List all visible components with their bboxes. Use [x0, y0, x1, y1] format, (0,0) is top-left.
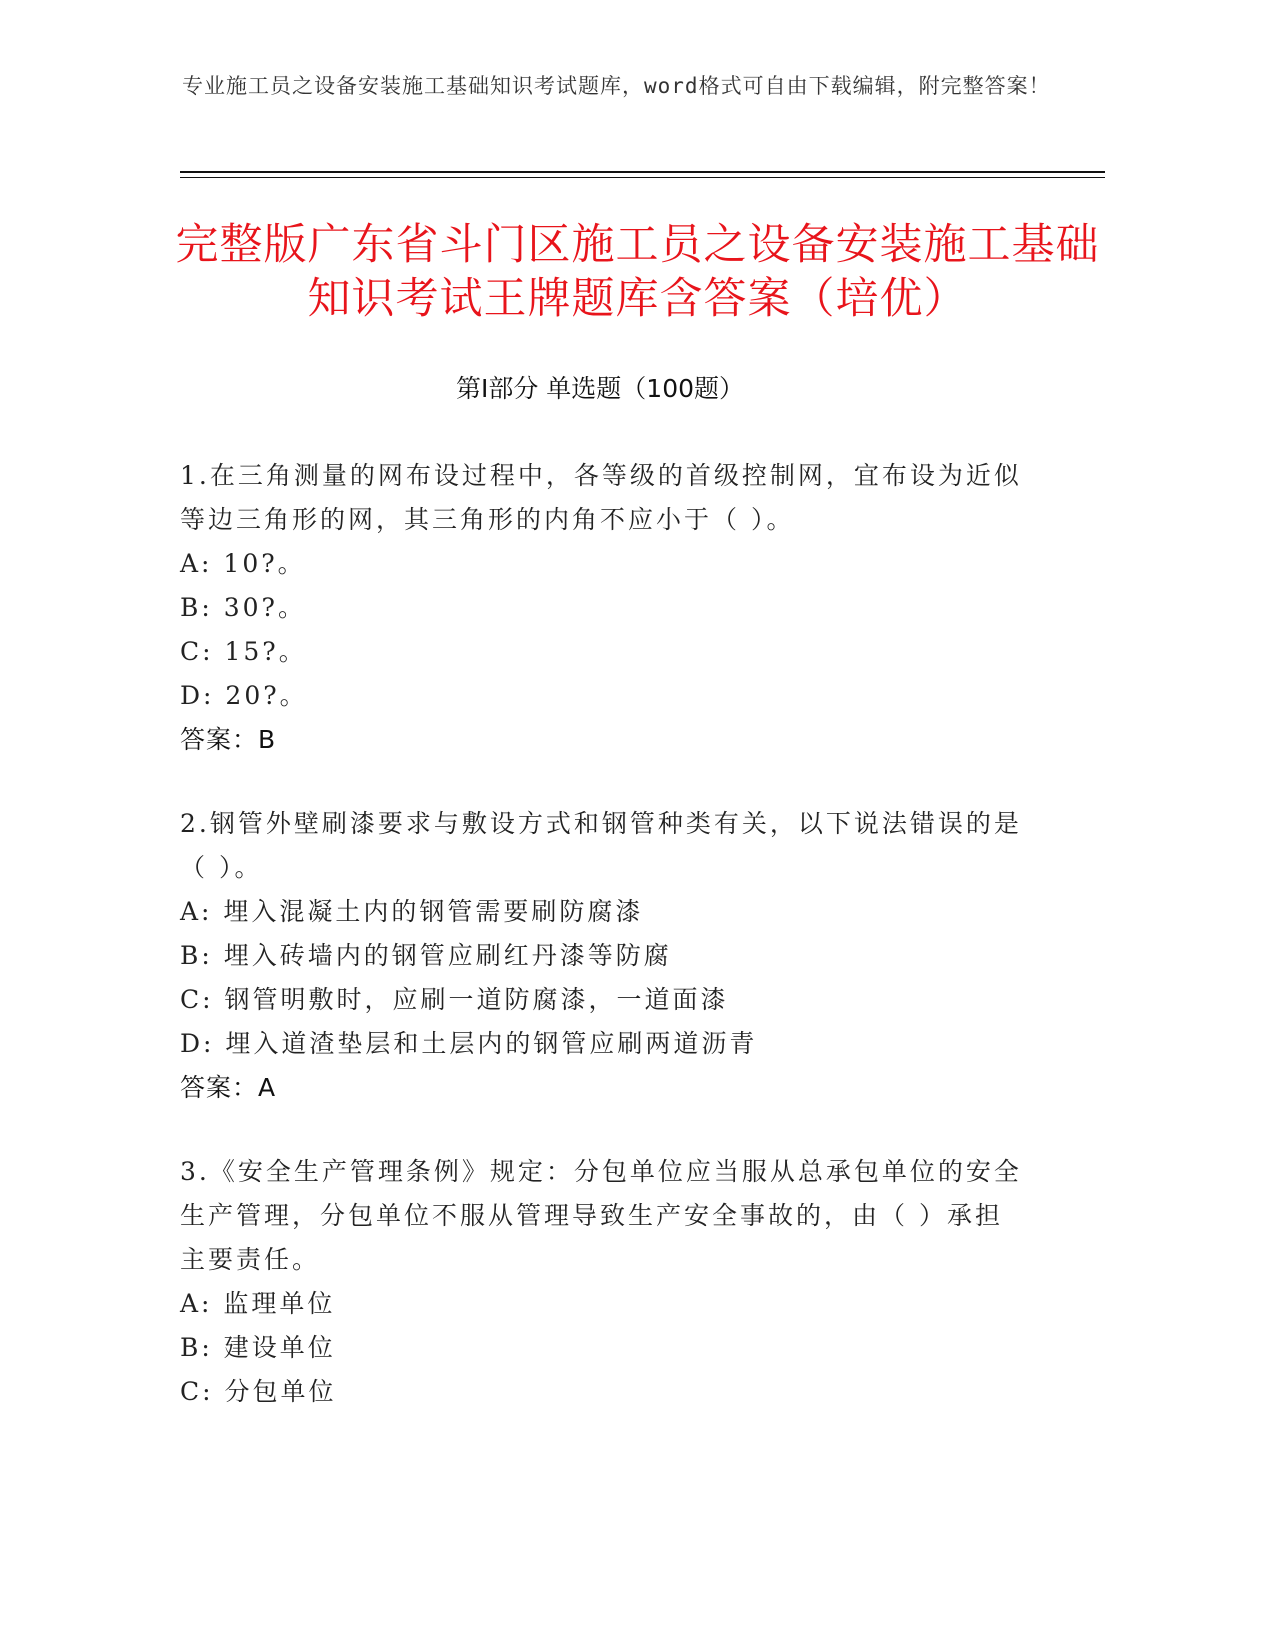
question-3 — [180, 1150, 1030, 1414]
question-text: 1.在三角测量的网布设过程中，各等级的首级控制网，宜布设为近似等边三角形的网，其三角形的内角不应小于（ ）。 — [180, 461, 1022, 534]
document-title: 完整版广东省斗门区施工员之设备安装施工基础知识考试王牌题库含答案（培优） — [175, 220, 1100, 324]
header-divider-thin — [180, 177, 1105, 178]
header-divider-thick — [180, 171, 1105, 173]
answer: 答案：A — [180, 1073, 277, 1102]
option-d: D: 20?。 — [180, 681, 308, 710]
question-text: 3.《安全生产管理条例》规定：分包单位应当服从总承包单位的安全生产管理，分包单位不服从管理导致生产安全事故的，由（ ）承担主要责任。 — [180, 1157, 1022, 1274]
answer: 答案：B — [180, 725, 277, 754]
section-title: 第Ⅰ部分 单选题（100题） — [455, 374, 745, 403]
option-d: D: 埋入道渣垫层和土层内的钢管应刷两道沥青 — [180, 1029, 758, 1058]
question-text: 2.钢管外壁刷漆要求与敷设方式和钢管种类有关，以下说法错误的是（ ）。 — [180, 809, 1022, 882]
question-2 — [180, 802, 1030, 1110]
option-a: A: 10?。 — [180, 549, 306, 578]
option-c: C: 钢管明敷时，应刷一道防腐漆，一道面漆 — [180, 985, 729, 1014]
option-b: B: 30?。 — [180, 593, 306, 622]
option-b: B: 埋入砖墙内的钢管应刷红丹漆等防腐 — [180, 941, 672, 970]
option-b: B: 建设单位 — [180, 1333, 336, 1362]
question-1 — [180, 454, 1030, 762]
option-c: C: 分包单位 — [180, 1377, 337, 1406]
option-a: A: 监理单位 — [180, 1289, 336, 1318]
header-note: 专业施工员之设备安装施工基础知识考试题库，word格式可自由下载编辑，附完整答案！ — [182, 74, 1051, 98]
option-c: C: 15?。 — [180, 637, 307, 666]
option-a: A: 埋入混凝土内的钢管需要刷防腐漆 — [180, 897, 644, 926]
